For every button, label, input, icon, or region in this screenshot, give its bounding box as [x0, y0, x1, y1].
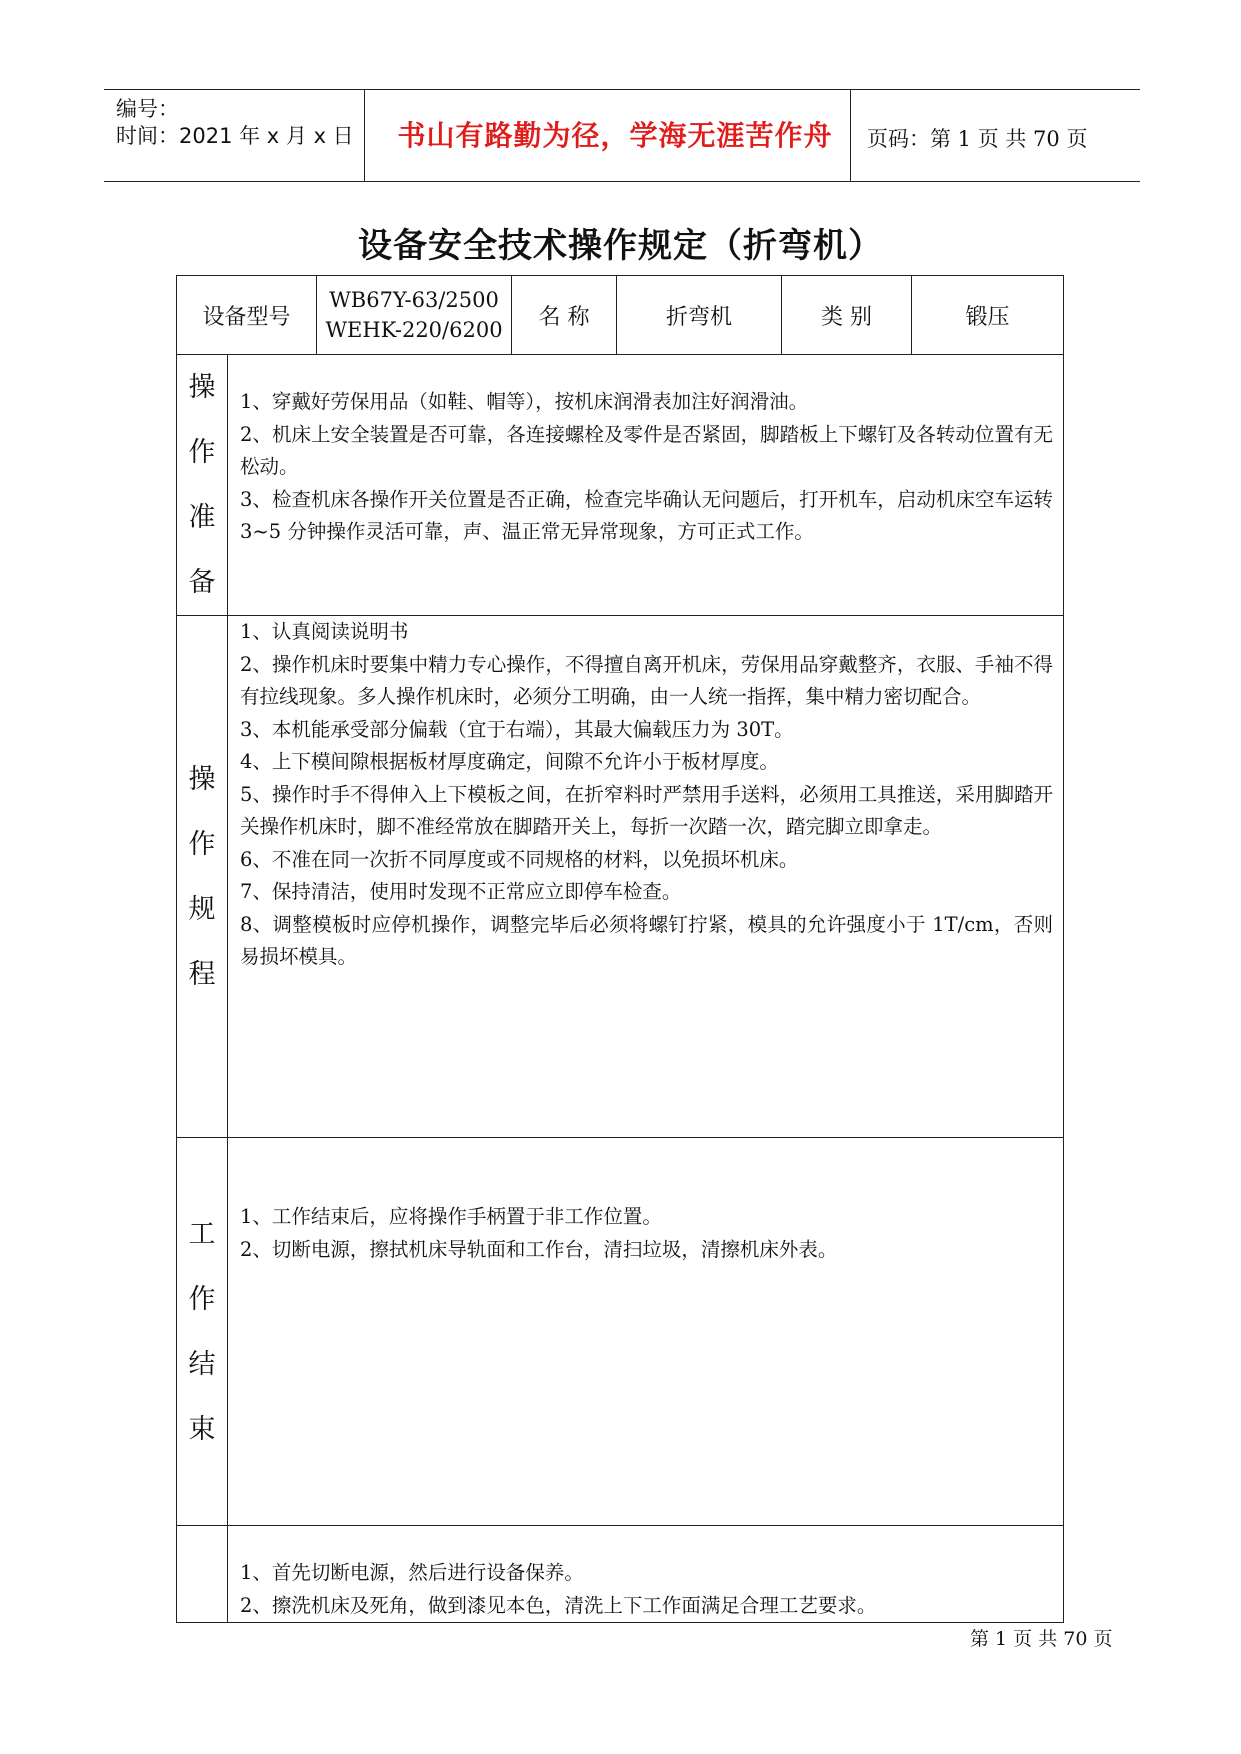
list-item: 1、首先切断电源，然后进行设备保养。	[240, 1561, 584, 1584]
section-maintenance-content	[228, 1526, 1064, 1623]
category-label-cell	[782, 276, 912, 355]
name-label: 名 称	[538, 304, 590, 330]
list-item: 7、保持清洁，使用时发现不正常应立即停车检查。	[240, 880, 682, 903]
name-value-cell	[617, 276, 782, 355]
model-value-2: WEHK-220/6200	[325, 318, 503, 342]
header-motto: 书山有路勤为径，学海无涯苦作舟	[397, 119, 833, 152]
name-value: 折弯机	[666, 304, 733, 330]
header-divider-left	[364, 89, 365, 181]
model-label-cell	[177, 276, 317, 355]
section-prep-content	[228, 355, 1064, 616]
name-label-cell	[512, 276, 617, 355]
page-footer: 第 1 页 共 70 页	[970, 1628, 1113, 1650]
section-end-content	[228, 1138, 1064, 1526]
model-value-1: WB67Y-63/2500	[329, 288, 499, 312]
list-item: 2、切断电源，擦拭机床导轨面和工作台，清扫垃圾，清擦机床外表。	[240, 1237, 838, 1261]
doc-date: 时间：2021 年 x 月 x 日	[116, 124, 354, 148]
list-item: 1、穿戴好劳保用品（如鞋、帽等），按机床润滑表加注好润滑油。	[240, 390, 809, 413]
document-title: 设备安全技术操作规定（折弯机）	[358, 226, 883, 266]
section-procedure-content	[228, 616, 1064, 1138]
list-item: 5、操作时手不得伸入上下模板之间，在折窄料时严禁用手送料，必须用工具推送，采用脚踏开关操作机床时，脚不准经常放在脚踏开关上，每折一次踏一次，踏完脚立即拿走。	[240, 782, 1054, 838]
list-item: 3、检查机床各操作开关位置是否正确，检查完毕确认无问题后，打开机车，启动机床空车运转 3~5 分钟操作灵活可靠，声、温正常无异常现象，方可正式工作。	[240, 487, 1054, 543]
section-procedure-label: 操 作 规 程	[177, 616, 228, 1138]
category-value: 锻压	[965, 304, 1010, 330]
spec-table	[176, 275, 1064, 1623]
section-end-label: 工 作 结 束	[177, 1138, 228, 1526]
model-value-cell	[317, 276, 512, 355]
header-top-rule	[104, 89, 1140, 90]
list-item: 2、操作机床时要集中精力专心操作，不得擅自离开机床，劳保用品穿戴整齐，衣服、手袖不得有拉线现象。多人操作机床时，必须分工明确，由一人统一指挥，集中精力密切配合。	[240, 652, 1054, 708]
header-bottom-rule	[104, 181, 1140, 182]
section-prep	[177, 355, 1064, 616]
header-page-number: 页码：第 1 页 共 70 页	[867, 127, 1088, 151]
list-item: 2、机床上安全装置是否可靠，各连接螺栓及零件是否紧固，脚踏板上下螺钉及各转动位置有无松动。	[240, 422, 1054, 478]
list-item: 8、调整模板时应停机操作，调整完毕后必须将螺钉拧紧，模具的允许强度小于 1T/cm，否则易损坏模具。	[240, 912, 1054, 968]
list-item: 3、本机能承受部分偏载（宜于右端），其最大偏载压力为 30T。	[240, 717, 794, 741]
list-item: 4、上下模间隙根据板材厚度确定，间隙不允许小于板材厚度。	[240, 750, 779, 773]
section-procedure	[177, 616, 1064, 1138]
section-prep-label: 操 作 准 备	[177, 355, 228, 616]
model-label: 设备型号	[202, 304, 291, 330]
section-maintenance	[177, 1526, 1064, 1623]
category-label: 类 别	[821, 304, 873, 330]
list-item: 1、认真阅读说明书	[240, 620, 409, 643]
section-end	[177, 1138, 1064, 1526]
category-value-cell	[912, 276, 1064, 355]
list-item: 6、不准在同一次折不同厚度或不同规格的材料，以免损坏机床。	[240, 847, 799, 871]
section-maintenance-label	[177, 1526, 228, 1623]
list-item: 2、擦洗机床及死角，做到漆见本色，清洗上下工作面满足合理工艺要求。	[240, 1593, 877, 1617]
equipment-info-row	[177, 276, 1064, 355]
list-item: 1、工作结束后，应将操作手柄置于非工作位置。	[240, 1205, 662, 1228]
doc-number-label: 编号：	[116, 97, 179, 121]
